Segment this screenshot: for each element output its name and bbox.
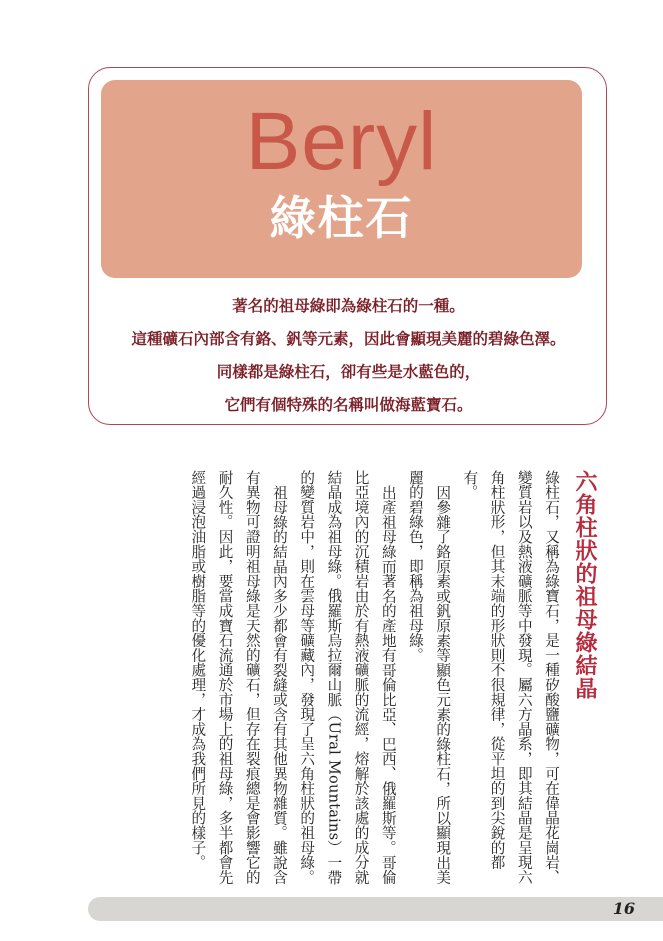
body-paragraph: 祖母綠的結晶內多少都會有裂縫或含有其他異物雜質。雖說含有異物可證明祖母綠是天然的礦石，但存在裂痕總是會影響它的耐久性。因此，要當成寶石流通於市場上的祖母綠，多半都會先經過浸泡油脂或樹脂等的優化處理，才成為我們所見的樣子。 [189, 470, 288, 885]
intro-line: 著名的祖母綠即為綠柱石的一種。 [232, 297, 465, 315]
body-paragraph: 綠柱石，又稱為綠寶石，是一種矽酸鹽礦物，可在偉晶花崗岩、變質岩以及熱液礦脈等中發現。屬六方晶系，即其結晶是呈現六角柱狀形，但其末端的形狀則不很規律，從平坦的到尖銳的都有。 [461, 470, 560, 885]
intro-line: 這種礦石內部含有鉻、釩等元素，因此會顯現美麗的碧綠色澤。 [131, 330, 566, 348]
footer-bar [88, 897, 663, 921]
section-heading: 六角柱狀的祖母綠結晶 [572, 470, 597, 700]
title-chinese: 綠柱石 [269, 191, 414, 245]
intro-text [95, 290, 602, 422]
page-number: 16 [612, 899, 635, 918]
section-body [125, 470, 565, 890]
intro-line: 它們有個特殊的名稱叫做海藍寶石。 [224, 396, 473, 414]
title-english: Beryl [245, 96, 438, 187]
intro-line: 同樣都是綠柱石，卻有些是水藍色的， [216, 363, 481, 381]
body-paragraph: 出產祖母綠而著名的產地有哥倫比亞、巴西、俄羅斯等。哥倫比亞境內的沉積岩由於有熱液礦脈的流經，熔解於該處的成分就結晶成為祖母綠。俄羅斯烏拉爾山脈（Ural Mountains）一帶的變質岩中，則在雲母等礦藏內，發現了呈六角柱狀的祖母綠。 [298, 470, 397, 885]
body-paragraph: 因參雜了鉻原素或釩原素等顯色元素的綠柱石，所以顯現出美麗的碧綠色，即稱為祖母綠。 [406, 470, 452, 885]
title-banner [101, 80, 582, 278]
